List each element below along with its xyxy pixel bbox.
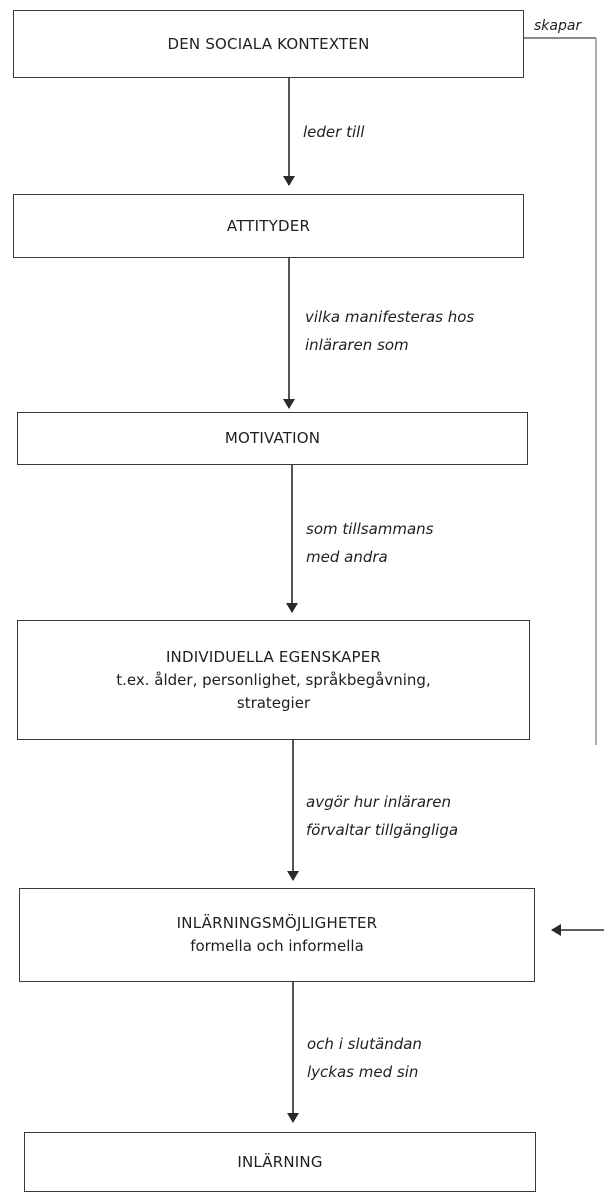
node-attitudes-title: ATTITYDER bbox=[226, 216, 311, 235]
edge-label-manifested-line2: inläraren som bbox=[305, 336, 409, 354]
edge-label-finally bbox=[307, 1030, 422, 1086]
node-opportunities-sub: formella och informella bbox=[190, 937, 364, 955]
node-opportunities bbox=[19, 888, 535, 982]
node-individual bbox=[17, 620, 530, 740]
node-social-context-title: DEN SOCIALA KONTEXTEN bbox=[167, 34, 370, 53]
edge-label-determines-line1: avgör hur inläraren bbox=[306, 793, 451, 811]
edge-label-determines-line2: förvaltar tillgängliga bbox=[306, 821, 459, 839]
edge-label-finally-line1: och i slutändan bbox=[307, 1035, 422, 1053]
node-social-context bbox=[13, 10, 524, 78]
node-individual-examples-cont: strategier bbox=[236, 693, 311, 712]
edge-label-leads-to bbox=[303, 120, 364, 144]
edge-label-creates-text: skapar bbox=[534, 18, 582, 34]
edge-label-manifested-line1: vilka manifesteras hos bbox=[305, 308, 475, 326]
node-motivation-title: MOTIVATION bbox=[224, 429, 321, 447]
node-learning-title: INLÄRNING bbox=[237, 1152, 323, 1171]
edge-label-together-line2: med andra bbox=[306, 548, 388, 566]
node-attitudes bbox=[13, 194, 524, 258]
node-motivation bbox=[17, 412, 528, 465]
edge-label-determines bbox=[306, 788, 458, 844]
edge-label-together-line1: som tillsammans bbox=[306, 520, 434, 538]
node-individual-examples: t.ex. ålder, personlighet, språkbegåvning, bbox=[116, 670, 431, 689]
edge-label-manifested bbox=[305, 303, 474, 359]
edge-label-leads-to-line1: leder till bbox=[303, 123, 365, 141]
edge-label-together bbox=[306, 515, 434, 571]
node-individual-title: INDIVIDUELLA EGENSKAPER bbox=[165, 647, 382, 666]
node-learning bbox=[24, 1132, 536, 1192]
node-opportunities-title: INLÄRNINGSMÖJLIGHETER bbox=[176, 914, 378, 932]
edge-label-finally-line2: lyckas med sin bbox=[307, 1063, 419, 1081]
edge-label-creates bbox=[534, 18, 581, 34]
